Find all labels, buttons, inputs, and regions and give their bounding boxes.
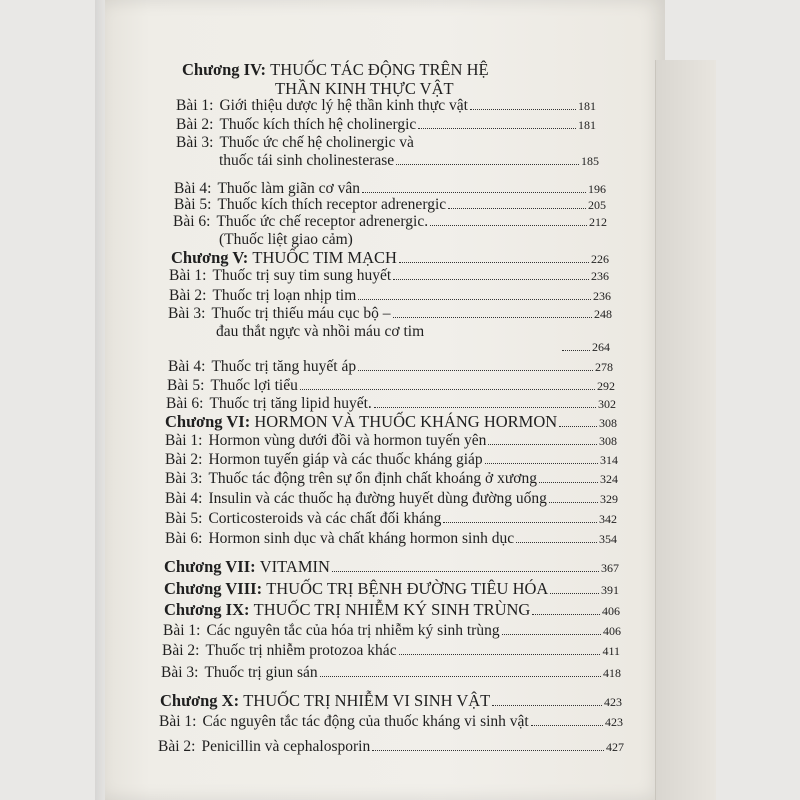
- toc-lesson-line: [165, 451, 618, 471]
- entry-title: Penicillin và cephalosporin: [201, 738, 371, 755]
- toc-lesson-line: [168, 305, 612, 325]
- lesson-label: Bài 4:: [174, 180, 212, 197]
- page-number: 427: [606, 740, 624, 754]
- dot-leader: [430, 225, 587, 226]
- page-number: 181: [578, 118, 596, 132]
- toc-lesson-line: [560, 340, 610, 360]
- lesson-label: Bài 1:: [159, 713, 197, 730]
- chapter-label: Chương VI:: [165, 412, 251, 431]
- dot-leader: [488, 444, 597, 445]
- page-number: 196: [588, 182, 606, 196]
- lesson-label: Bài 6:: [166, 395, 204, 412]
- dot-leader: [418, 128, 576, 129]
- page-number: 423: [604, 695, 622, 709]
- toc-lesson-line: [168, 358, 613, 378]
- toc-lesson-line: [165, 470, 618, 490]
- page-number: 308: [599, 416, 617, 430]
- dot-leader: [358, 299, 591, 300]
- entry-title: Thuốc lợi tiểu: [210, 377, 298, 394]
- dot-leader: [393, 317, 592, 318]
- dot-leader: [399, 654, 601, 655]
- page-number: 264: [592, 340, 610, 354]
- toc-lesson-line: [176, 97, 596, 117]
- dot-leader: [550, 593, 599, 594]
- dot-leader: [372, 750, 604, 751]
- dot-leader: [562, 350, 590, 351]
- dot-leader: [502, 634, 601, 635]
- lesson-label: Bài 5:: [167, 377, 205, 394]
- page-number: 278: [595, 360, 613, 374]
- page-number: 226: [591, 252, 609, 266]
- dot-leader: [549, 502, 598, 503]
- toc-lesson-line: [162, 642, 620, 662]
- lesson-label: Bài 2:: [165, 451, 203, 468]
- toc-lesson-line: [158, 738, 624, 758]
- entry-title: Thuốc trị loạn nhịp tim: [212, 287, 357, 304]
- page-number: 236: [593, 289, 611, 303]
- dot-leader: [470, 109, 576, 110]
- entry-title: Insulin và các thuốc hạ đường huyết dùng đường uống: [208, 490, 547, 507]
- toc-lesson-line: [169, 287, 611, 307]
- page-number: 354: [599, 532, 617, 546]
- page-number: 423: [605, 715, 623, 729]
- page-number: 248: [594, 307, 612, 321]
- entry-title: Thuốc ức chế receptor adrenergic.: [216, 213, 429, 230]
- entry-title: Hormon tuyến giáp và các thuốc kháng giáp: [208, 451, 483, 468]
- lesson-label: Bài 1:: [163, 622, 201, 639]
- lesson-label: Bài 3:: [176, 134, 214, 151]
- page-number: 324: [600, 472, 618, 486]
- toc-lesson-line: [176, 116, 596, 136]
- dot-leader: [532, 614, 600, 615]
- dot-leader: [443, 522, 597, 523]
- toc-lesson-line: [165, 530, 617, 550]
- toc-lesson-line: [167, 377, 615, 397]
- dot-leader: [374, 407, 596, 408]
- dot-leader: [531, 725, 603, 726]
- page-number: 302: [598, 397, 616, 411]
- dot-leader: [448, 208, 586, 209]
- lesson-label: Bài 2:: [169, 287, 207, 304]
- toc-chapter-line: [182, 60, 512, 80]
- page-number: 367: [601, 561, 619, 575]
- dot-leader: [332, 571, 599, 572]
- page-number: 406: [602, 604, 620, 618]
- lesson-label: Bài 3:: [168, 305, 206, 322]
- entry-title: Thuốc ức chế hệ cholinergic và: [219, 134, 414, 151]
- dot-leader: [559, 426, 597, 427]
- page-number: 418: [603, 666, 621, 680]
- toc-lesson-line: [165, 490, 618, 510]
- entry-title: VITAMIN: [259, 557, 330, 576]
- entry-title: Các nguyên tắc của hóa trị nhiễm ký sinh trùng: [206, 622, 500, 639]
- page-number: 181: [578, 99, 596, 113]
- toc-lesson-line: [176, 134, 476, 154]
- page-number: 308: [599, 434, 617, 448]
- lesson-label: Bài 2:: [176, 116, 214, 133]
- toc-lesson-line: [216, 323, 496, 343]
- chapter-label: Chương VIII:: [164, 579, 263, 598]
- entry-title: THUỐC TÁC ĐỘNG TRÊN HỆ: [270, 60, 489, 79]
- lesson-label: Bài 5:: [174, 196, 212, 213]
- toc-chapter-line: [171, 248, 609, 268]
- entry-title: Hormon sinh dục và chất kháng hormon sinh dục: [208, 530, 515, 547]
- entry-title: thuốc tái sinh cholinesterase: [219, 152, 395, 169]
- lesson-label: Bài 5:: [165, 510, 203, 527]
- entry-title: THUỐC TIM MẠCH: [252, 248, 397, 267]
- page-number: 212: [589, 215, 607, 229]
- entry-title: Các nguyên tắc tác động của thuốc kháng vi sinh vật: [202, 713, 529, 730]
- lesson-label: Bài 4:: [165, 490, 203, 507]
- page-number: 391: [601, 583, 619, 597]
- toc-chapter-line: [164, 600, 620, 620]
- toc-lesson-line: [219, 152, 599, 172]
- toc-lesson-line: [163, 622, 621, 642]
- lesson-label: Bài 3:: [165, 470, 203, 487]
- page-number: 292: [597, 379, 615, 393]
- dot-leader: [539, 482, 598, 483]
- entry-title: Thuốc kích thích receptor adrenergic: [217, 196, 447, 213]
- entry-title: Thuốc trị giun sán: [204, 664, 318, 681]
- toc-lesson-line: [165, 432, 617, 452]
- page-number: 411: [602, 644, 620, 658]
- lesson-label: Bài 2:: [162, 642, 200, 659]
- lesson-label: Bài 6:: [165, 530, 203, 547]
- lesson-label: Bài 6:: [173, 213, 211, 230]
- entry-title: Thuốc trị tăng lipid huyết.: [209, 395, 372, 412]
- toc-lesson-line: [173, 213, 607, 233]
- lesson-label: Bài 2:: [158, 738, 196, 755]
- dot-leader: [320, 676, 601, 677]
- dot-leader: [485, 463, 598, 464]
- toc-chapter-line: [164, 557, 619, 577]
- entry-title: THUỐC TRỊ NHIỄM VI SINH VẬT: [243, 691, 491, 710]
- toc-chapter-line: [275, 79, 475, 99]
- entry-title: Thuốc trị nhiễm protozoa khác: [205, 642, 397, 659]
- toc-lesson-line: [169, 267, 609, 287]
- lesson-label: Bài 3:: [161, 664, 199, 681]
- lesson-label: Bài 1:: [169, 267, 207, 284]
- toc-lesson-line: [159, 713, 623, 733]
- toc-chapter-line: [164, 579, 619, 599]
- page-number: 329: [600, 492, 618, 506]
- entry-title: HORMON VÀ THUỐC KHÁNG HORMON: [254, 412, 558, 431]
- dot-leader: [362, 192, 586, 193]
- toc-lesson-line: [165, 510, 617, 530]
- lesson-label: Bài 4:: [168, 358, 206, 375]
- entry-title: THẦN KINH THỰC VẬT: [275, 79, 454, 98]
- entry-title: THUỐC TRỊ NHIỄM KÝ SINH TRÙNG: [253, 600, 531, 619]
- toc-chapter-line: [165, 412, 617, 432]
- chapter-label: Chương IX:: [164, 600, 250, 619]
- dot-leader: [516, 542, 597, 543]
- entry-title: Corticosteroids và các chất đối kháng: [208, 510, 442, 527]
- entry-title: đau thắt ngực và nhồi máu cơ tim: [216, 323, 425, 340]
- page-number: 236: [591, 269, 609, 283]
- page-number: 314: [600, 453, 618, 467]
- page-number: 406: [603, 624, 621, 638]
- chapter-label: Chương IV:: [182, 60, 266, 79]
- chapter-label: Chương X:: [160, 691, 240, 710]
- entry-title: Thuốc trị tăng huyết áp: [211, 358, 357, 375]
- dot-leader: [300, 389, 595, 390]
- entry-title: Thuốc trị thiếu máu cục bộ –: [211, 305, 391, 322]
- entry-title: THUỐC TRỊ BỆNH ĐƯỜNG TIÊU HÓA: [266, 579, 549, 598]
- entry-title: Hormon vùng dưới đồi và hormon tuyến yên: [208, 432, 487, 449]
- page-number: 205: [588, 198, 606, 212]
- chapter-label: Chương VII:: [164, 557, 256, 576]
- dot-leader: [399, 262, 589, 263]
- entry-title: Thuốc kích thích hệ cholinergic: [219, 116, 417, 133]
- lesson-label: Bài 1:: [165, 432, 203, 449]
- page-number: 342: [599, 512, 617, 526]
- entry-title: Thuốc tác động trên sự ổn định chất khoáng ở xương: [208, 470, 537, 487]
- dot-leader: [393, 279, 589, 280]
- dot-leader: [492, 705, 602, 706]
- page-number: 185: [581, 154, 599, 168]
- lesson-label: Bài 1:: [176, 97, 214, 114]
- chapter-label: Chương V:: [171, 248, 249, 267]
- entry-title: Giới thiệu dược lý hệ thần kinh thực vật: [219, 97, 468, 114]
- dot-leader: [358, 370, 593, 371]
- entry-title: (Thuốc liệt giao cảm): [219, 231, 353, 248]
- toc-chapter-line: [160, 691, 622, 711]
- entry-title: Thuốc trị suy tim sung huyết: [212, 267, 392, 284]
- toc-lesson-line: [161, 664, 621, 684]
- entry-title: Thuốc làm giãn cơ vân: [217, 180, 360, 197]
- dot-leader: [396, 164, 579, 165]
